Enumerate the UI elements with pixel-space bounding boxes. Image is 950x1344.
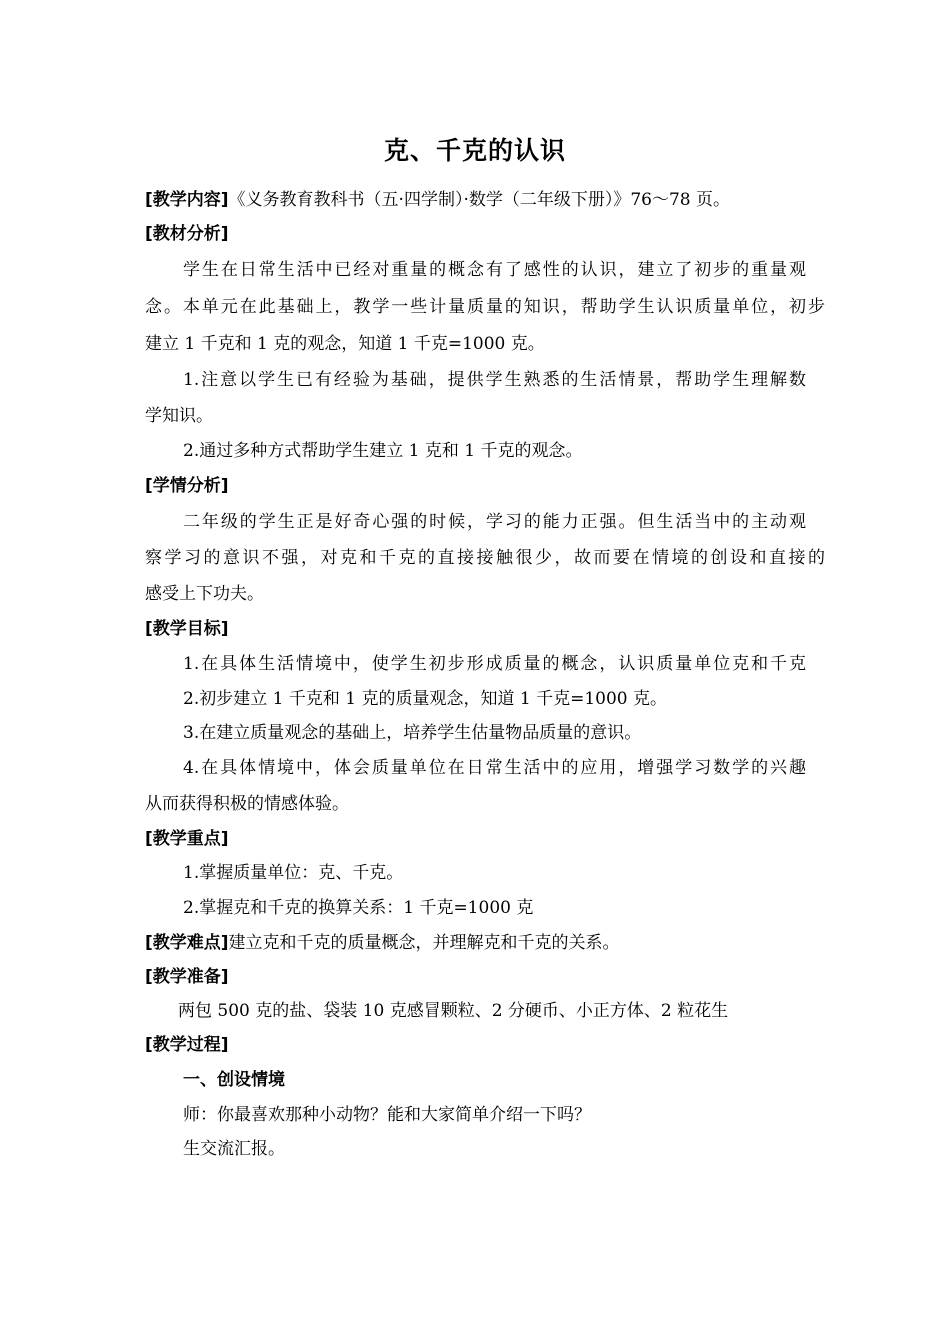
goals-line-3: 3.在建立质量观念的基础上，培养学生估量物品质量的意识。 (183, 723, 642, 743)
process-line-2: 生交流汇报。 (183, 1139, 285, 1159)
analysis-line-6: 2.通过多种方式帮助学生建立 1 克和 1 千克的观念。 (183, 441, 583, 461)
goals-label: [教学目标] (145, 619, 229, 639)
situation-line-2: 察学习的意识不强，对克和千克的直接接触很少，故而要在情境的创设和直接的 (145, 548, 825, 568)
process-line-1: 师：你最喜欢那种小动物？能和大家简单介绍一下吗？ (183, 1105, 591, 1125)
analysis-line-4: 1.注意以学生已有经验为基础，提供学生熟悉的生活情景，帮助学生理解数 (183, 370, 806, 390)
content-text: 《义务教育教科书（五·四学制）·数学（二年级下册）》76～78 页。 (228, 190, 731, 210)
situation-line-3: 感受上下功夫。 (145, 584, 264, 604)
difficulty-text: 建立克和千克的质量概念，并理解克和千克的关系。 (228, 933, 620, 953)
content-label: [教学内容] (145, 190, 229, 210)
goals-line-4: 4.在具体情境中，体会质量单位在日常生活中的应用，增强学习数学的兴趣 (183, 758, 806, 778)
process-step-1: 一、创设情境 (183, 1070, 285, 1090)
content-row (145, 188, 825, 212)
preparation-label: [教学准备] (145, 967, 229, 987)
goals-line-1: 1.在具体生活情境中，使学生初步形成质量的概念，认识质量单位克和千克 (183, 654, 806, 674)
keypoints-line-1: 1.掌握质量单位：克、千克。 (183, 863, 404, 883)
analysis-line-1: 学生在日常生活中已经对重量的概念有了感性的认识，建立了初步的重量观 (183, 260, 806, 280)
goals-line-2: 2.初步建立 1 千克和 1 克的质量观念，知道 1 千克=1000 克。 (183, 689, 668, 709)
keypoints-label: [教学重点] (145, 829, 229, 849)
situation-label: [学情分析] (145, 476, 229, 496)
analysis-line-2: 念。本单元在此基础上，教学一些计量质量的知识，帮助学生认识质量单位，初步 (145, 297, 825, 317)
analysis-label: [教材分析] (145, 224, 229, 244)
analysis-line-3: 建立 1 千克和 1 克的观念，知道 1 千克=1000 克。 (145, 334, 545, 354)
situation-line-1: 二年级的学生正是好奇心强的时候，学习的能力正强。但生活当中的主动观 (183, 512, 806, 532)
difficulty-row (145, 931, 825, 955)
difficulty-label: [教学难点] (145, 933, 229, 953)
goals-line-5: 从而获得积极的情感体验。 (145, 794, 349, 814)
preparation-text: 两包 500 克的盐、袋装 10 克感冒颗粒、2 分硬币、小正方体、2 粒花生 (178, 1001, 729, 1021)
analysis-line-5: 学知识。 (145, 406, 213, 426)
process-label: [教学过程] (145, 1035, 229, 1055)
page-title: 克、千克的认识 (383, 136, 566, 165)
keypoints-line-2: 2.掌握克和千克的换算关系：1 千克=1000 克 (183, 898, 534, 918)
